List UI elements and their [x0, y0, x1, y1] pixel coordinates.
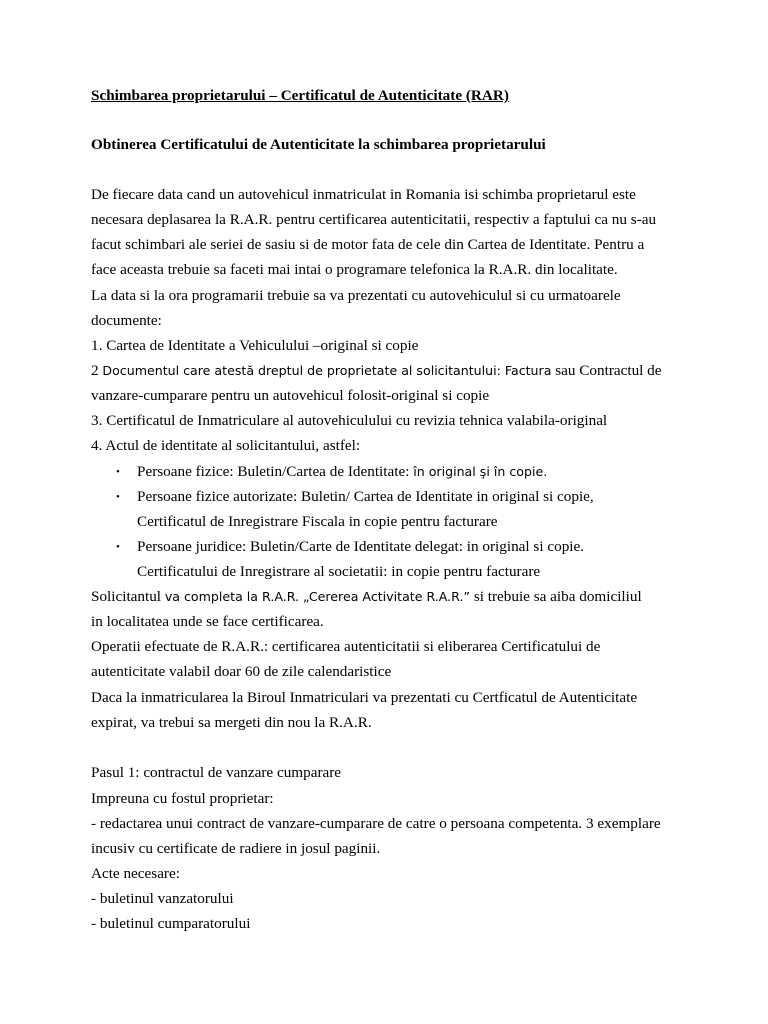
- bullet-1-sans-text: în original şi în copie.: [413, 464, 548, 479]
- step-1-draft-line-2: incusiv cu certificate de radiere in josul paginii.: [91, 840, 381, 857]
- document-subtitle: Obtinerea Certificatului de Autenticitate la schimbarea proprietarului: [91, 136, 546, 153]
- intro-line-4: face aceasta trebuie sa faceti mai intai o programare telefonica la R.A.R. din localitate.: [91, 261, 618, 278]
- applicant-line-2: in localitatea unde se face certificarea.: [91, 613, 324, 630]
- step-1-with-owner: Impreuna cu fostul proprietar:: [91, 790, 274, 807]
- bullet-1: [137, 463, 547, 481]
- bullet-2: Persoane fizice autorizate: Buletin/ Cartea de Identitate in original si copie,: [137, 488, 594, 505]
- intro-line-3: facut schimbari ale seriei de sasiu si de motor fata de cele din Cartea de Identitate. Pentru a: [91, 236, 645, 253]
- required-act-buyer-id: - buletinul cumparatorului: [91, 915, 251, 932]
- expired-line-1: Daca la inmatricularea la Biroul Inmatriculari va prezentati cu Certficatul de Autenticitate: [91, 689, 638, 706]
- item-2-number: 2: [91, 362, 103, 379]
- document-title: Schimbarea proprietarului – Certificatul de Autenticitate (RAR): [91, 87, 509, 104]
- applicant-sans-text: va completa la R.A.R. „Cererea Activitate R.A.R.”: [164, 589, 471, 604]
- appointment-line-2: documente:: [91, 312, 162, 329]
- applicant-line-1: [91, 588, 642, 606]
- intro-line-1: De fiecare data cand un autovehicul inmatriculat in Romania isi schimba proprietarul este: [91, 186, 636, 203]
- bullet-1-text: Persoane fizice: Buletin/Cartea de Identitate:: [137, 463, 414, 480]
- applicant-text-b: si trebuie sa aiba domiciliul: [470, 588, 642, 605]
- document-item-1: 1. Cartea de Identitate a Vehiculului –original si copie: [91, 337, 419, 354]
- document-item-3: 3. Certificatul de Inmatriculare al autovehiculului cu revizia tehnica valabila-original: [91, 412, 608, 429]
- bullet-3-continued: Certificatului de Inregistrare al societatii: in copie pentru facturare: [137, 563, 541, 580]
- document-item-4: 4. Actul de identitate al solicitantului, astfel:: [91, 437, 361, 454]
- step-1-draft-line-1: - redactarea unui contract de vanzare-cumparare de catre o persoana competenta. 3 exemplare: [91, 815, 661, 832]
- bullet-icon: •: [116, 491, 120, 503]
- required-act-seller-id: - buletinul vanzatorului: [91, 890, 234, 907]
- applicant-text-a: Solicitantul: [91, 588, 165, 605]
- bullet-icon: •: [116, 466, 120, 478]
- appointment-line-1: La data si la ora programarii trebuie sa va prezentati cu autovehiculul si cu urmatoarele: [91, 287, 621, 304]
- expired-line-2: expirat, va trebui sa mergeti din nou la R.A.R.: [91, 714, 372, 731]
- bullet-icon: •: [116, 541, 120, 553]
- operations-line-1: Operatii efectuate de R.A.R.: certificarea autenticitatii si eliberarea Certificatului de: [91, 638, 601, 655]
- document-item-2: [91, 362, 662, 380]
- document-item-2-continued: vanzare-cumparare pentru un autovehicul folosit-original si copie: [91, 387, 490, 404]
- intro-line-2: necesara deplasarea la R.A.R. pentru certificarea autenticitatii, respectiv a faptului ca nu s-au: [91, 211, 657, 228]
- bullet-3: Persoane juridice: Buletin/Carte de Identitate delegat: in original si copie.: [137, 538, 585, 555]
- bullet-2-continued: Certificatul de Inregistrare Fiscala in copie pentru facturare: [137, 513, 498, 530]
- required-acts-title: Acte necesare:: [91, 865, 180, 882]
- item-2-rest: sau Contractul de: [551, 362, 662, 379]
- step-1-title: Pasul 1: contractul de vanzare cumparare: [91, 764, 342, 781]
- item-2-sans-text: Documentul care atestă dreptul de proprietate al solicitantului: Factura: [102, 363, 552, 378]
- operations-line-2: autenticitate valabil doar 60 de zile calendaristice: [91, 663, 392, 680]
